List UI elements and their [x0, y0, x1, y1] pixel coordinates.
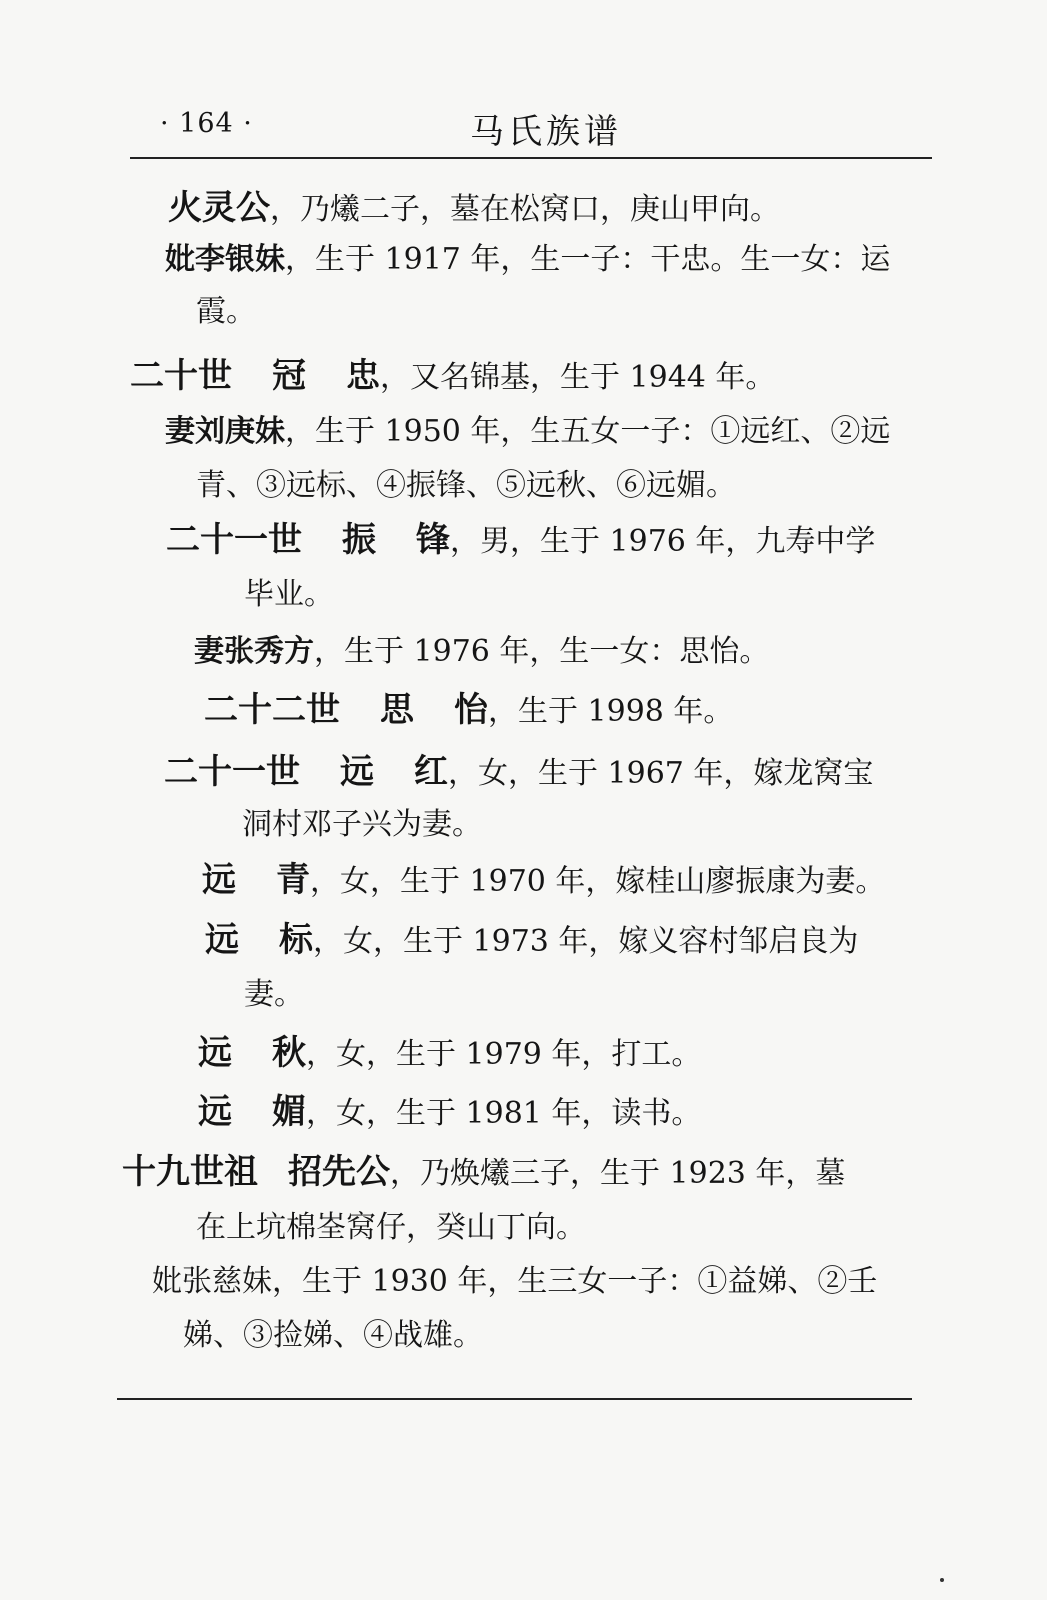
entry-line-continued: [244, 975, 304, 1015]
entry-line-continued: [244, 575, 334, 615]
person-name-char: 红: [414, 752, 448, 792]
person-name-char: 标: [279, 920, 313, 960]
person-name: 招先公: [288, 1152, 390, 1192]
entry-line: [198, 1092, 701, 1134]
spouse-name: 妻刘庚妹: [165, 414, 285, 449]
entry-line: [198, 1033, 701, 1075]
entry-text: ，女，生于 1967 年，嫁龙窝宝: [448, 756, 874, 791]
entry-text: ，生于 1917 年，生一子：干忠。生一女：运: [285, 242, 891, 277]
entry-text: ，乃焕爔三子，生于 1923 年，墓: [390, 1156, 846, 1191]
entry-text: ，女，生于 1979 年，打工。: [306, 1037, 702, 1072]
entry-line: [165, 240, 890, 280]
entry-line: [166, 520, 875, 562]
person-name-char: 远: [340, 752, 374, 792]
entry-text: 妻。: [244, 977, 304, 1012]
entry-text: 毕业。: [244, 577, 334, 612]
entry-line: [205, 920, 858, 962]
entry-text: ，乃爔二子，墓在松窝口，庚山甲向。: [270, 192, 780, 227]
person-name-char: 媚: [272, 1092, 306, 1132]
running-title: 马氏族谱: [470, 112, 622, 152]
entry-line: [122, 1152, 845, 1194]
person-name-char: 青: [276, 860, 310, 900]
entry-text: ，男，生于 1976 年，九寿中学: [450, 524, 876, 559]
generation-label: 十九世祖: [122, 1152, 258, 1192]
person-name-char: 秋: [272, 1033, 306, 1073]
entry-line-continued: [242, 805, 482, 845]
person-name-char: 忠: [346, 356, 380, 396]
spouse-name: 妣李银妹: [165, 242, 285, 277]
generation-label: 二十世: [130, 356, 232, 396]
print-speck: [940, 1578, 944, 1582]
person-name: 火灵公: [168, 188, 270, 228]
entry-text: 娣、③捡娣、④战雄。: [183, 1318, 483, 1353]
page-header: [130, 100, 930, 152]
entry-text: ，女，生于 1981 年，读书。: [306, 1096, 702, 1131]
person-name-char: 远: [198, 1092, 232, 1132]
entry-line: [164, 752, 873, 794]
entry-line: [168, 188, 780, 230]
entry-line-continued: [183, 1316, 483, 1356]
entry-text: 青、③远标、④振锋、⑤远秋、⑥远媚。: [196, 468, 736, 503]
entry-text: ，又名锦基，生于 1944 年。: [380, 360, 776, 395]
entry-line-continued: [196, 466, 736, 506]
entry-line: [202, 860, 885, 902]
entry-text: ，女，生于 1973 年，嫁义容村邹启良为: [313, 924, 859, 959]
entry-text: 在上坑棉峑窝仔，癸山丁向。: [196, 1210, 586, 1245]
entry-line: [152, 1262, 877, 1302]
footer-rule: [117, 1398, 912, 1400]
entry-text: ，生于 1976 年，生一女：思怡。: [314, 634, 770, 669]
entry-text: 洞村邓子兴为妻。: [242, 807, 482, 842]
entry-text: ，生于 1950 年，生五女一子：①远红、②远: [285, 414, 891, 449]
generation-label: 二十一世: [164, 752, 300, 792]
person-name-char: 思: [380, 690, 414, 730]
person-name-char: 远: [202, 860, 236, 900]
person-name-char: 怡: [454, 690, 488, 730]
entry-text: ，女，生于 1970 年，嫁桂山廖振康为妻。: [310, 864, 886, 899]
person-name-char: 锋: [416, 520, 450, 560]
entry-text: ，生于 1930 年，生三女一子：①益娣、②壬: [272, 1264, 878, 1299]
entry-text: 霞。: [196, 294, 256, 329]
person-name-char: 远: [198, 1033, 232, 1073]
entry-line: [130, 356, 775, 398]
entry-text: ，生于 1998 年。: [488, 694, 734, 729]
spouse-name: 妻张秀方: [194, 634, 314, 669]
person-name-char: 振: [342, 520, 376, 560]
person-name-char: 远: [205, 920, 239, 960]
person-name-char: 冠: [272, 356, 306, 396]
generation-label: 二十一世: [166, 520, 302, 560]
page-number: · 164 ·: [160, 108, 253, 139]
header-rule: [130, 157, 932, 159]
entry-line: [204, 690, 733, 732]
entry-line-continued: [196, 292, 256, 332]
entry-line: [165, 412, 890, 452]
entry-line-continued: [196, 1208, 586, 1248]
spouse-name: 妣张慈妹: [152, 1264, 272, 1299]
entry-line: [194, 632, 769, 672]
generation-label: 二十二世: [204, 690, 340, 730]
